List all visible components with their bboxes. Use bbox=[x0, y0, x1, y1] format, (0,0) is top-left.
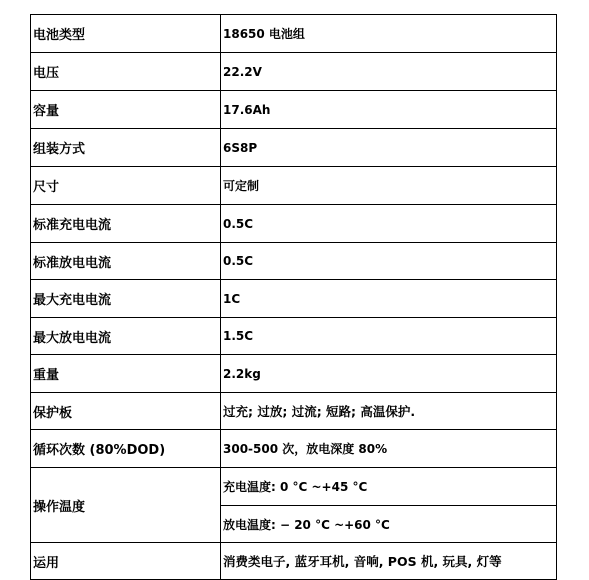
table-row bbox=[31, 280, 557, 318]
table-row bbox=[31, 243, 557, 280]
row-value-size: 可定制 bbox=[221, 167, 557, 205]
row-label-size: 尺寸 bbox=[31, 167, 221, 205]
row-value-charge-temp: 充电温度: 0 °C ~+45 °C bbox=[221, 468, 557, 506]
row-value-discharge-temp: 放电温度: − 20 °C ~+60 °C bbox=[221, 506, 557, 543]
row-label-std-charge-current: 标准充电电流 bbox=[31, 205, 221, 243]
row-label-voltage: 电压 bbox=[31, 53, 221, 91]
row-label-cycle-count: 循环次数 (80%DOD) bbox=[31, 430, 221, 468]
spec-table bbox=[30, 14, 557, 580]
row-label-max-discharge-current: 最大放电电流 bbox=[31, 318, 221, 355]
row-label-assembly: 组装方式 bbox=[31, 129, 221, 167]
table-row bbox=[31, 205, 557, 243]
table-row bbox=[31, 91, 557, 129]
table-row bbox=[31, 167, 557, 205]
row-label-max-charge-current: 最大充电电流 bbox=[31, 280, 221, 318]
table-row bbox=[31, 53, 557, 91]
row-value-protection-board: 过充; 过放; 过流; 短路; 高温保护. bbox=[221, 393, 557, 430]
row-label-battery-type: 电池类型 bbox=[31, 15, 221, 53]
table-row bbox=[31, 355, 557, 393]
row-value-cycle-count: 300-500 次，放电深度 80% bbox=[221, 430, 557, 468]
table-row bbox=[31, 468, 557, 506]
row-value-voltage: 22.2V bbox=[221, 53, 557, 91]
row-value-std-charge-current: 0.5C bbox=[221, 205, 557, 243]
table-row bbox=[31, 318, 557, 355]
row-value-weight: 2.2kg bbox=[221, 355, 557, 393]
table-row bbox=[31, 15, 557, 53]
table-row bbox=[31, 430, 557, 468]
row-value-capacity: 17.6Ah bbox=[221, 91, 557, 129]
row-label-std-discharge-current: 标准放电电流 bbox=[31, 243, 221, 280]
row-value-assembly: 6S8P bbox=[221, 129, 557, 167]
row-value-battery-type: 18650 电池组 bbox=[221, 15, 557, 53]
table-row bbox=[31, 393, 557, 430]
row-label-protection-board: 保护板 bbox=[31, 393, 221, 430]
table-row bbox=[31, 543, 557, 580]
row-label-applications: 运用 bbox=[31, 543, 221, 580]
row-value-applications: 消费类电子, 蓝牙耳机, 音响, POS 机, 玩具, 灯等 bbox=[221, 543, 557, 580]
table-row bbox=[31, 129, 557, 167]
row-label-operating-temp: 操作温度 bbox=[31, 468, 221, 543]
row-value-max-discharge-current: 1.5C bbox=[221, 318, 557, 355]
row-value-std-discharge-current: 0.5C bbox=[221, 243, 557, 280]
row-value-max-charge-current: 1C bbox=[221, 280, 557, 318]
row-label-weight: 重量 bbox=[31, 355, 221, 393]
row-label-capacity: 容量 bbox=[31, 91, 221, 129]
